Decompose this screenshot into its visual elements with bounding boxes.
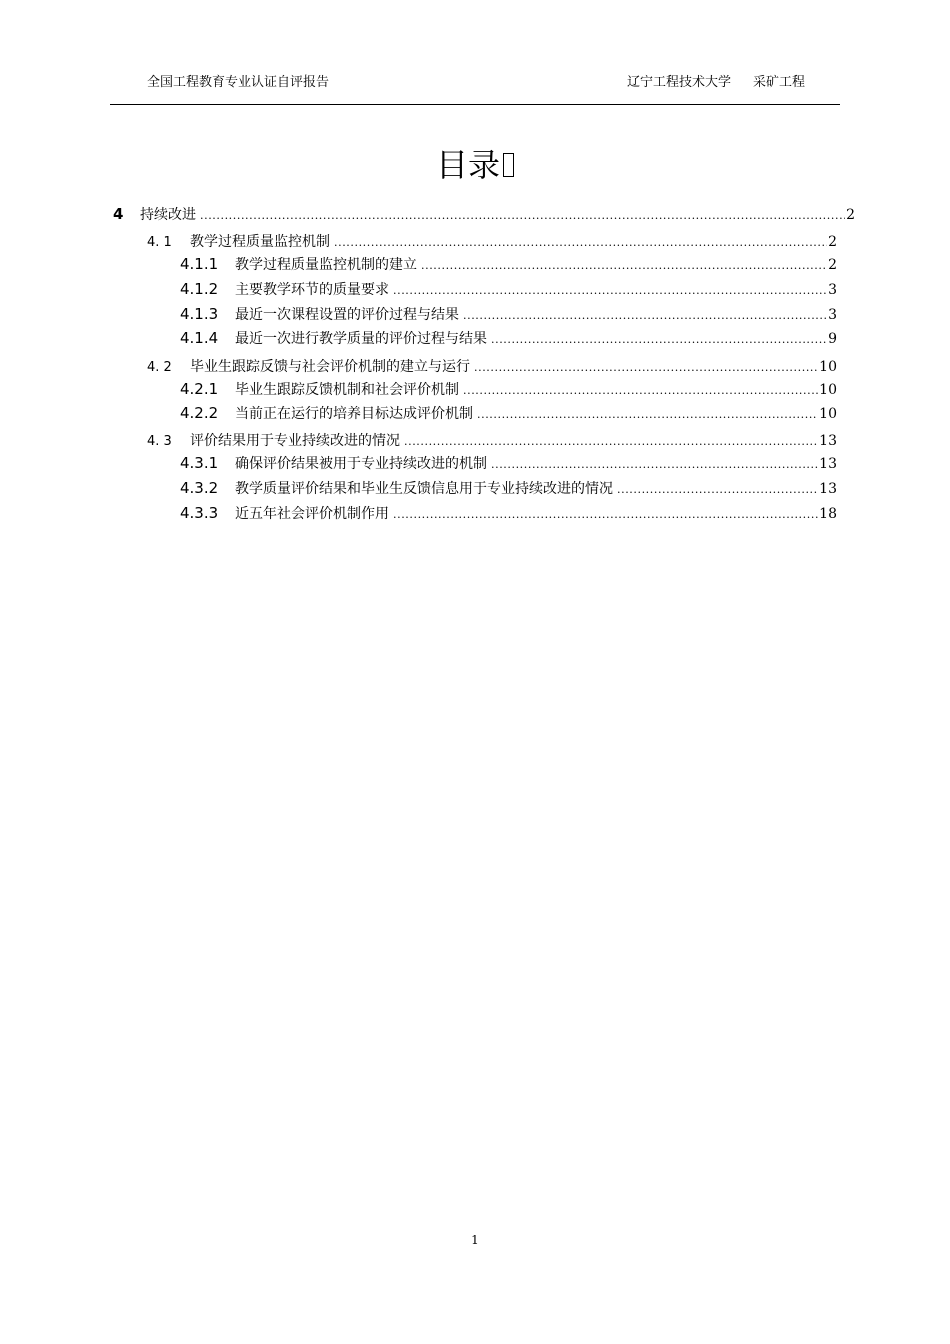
toc-entry-page: 13 xyxy=(819,456,837,472)
toc-title xyxy=(0,140,950,186)
toc-entry[interactable] xyxy=(180,379,837,401)
toc-entry-title: 近五年社会评价机制作用 xyxy=(235,506,389,522)
toc-entry[interactable] xyxy=(180,478,837,500)
toc-entry-number: 4.1.1 xyxy=(180,255,219,273)
toc-entry-number: 4. 3 xyxy=(147,434,172,449)
toc-leader-dots xyxy=(491,333,827,346)
missing-glyph-box xyxy=(503,153,514,177)
toc-leader-dots xyxy=(617,483,818,496)
toc-leader-dots xyxy=(474,361,818,374)
header-org xyxy=(627,71,805,90)
toc-entry[interactable] xyxy=(180,304,837,326)
toc-leader-dots xyxy=(393,508,818,521)
toc-entry[interactable] xyxy=(147,231,837,253)
toc-entry-number: 4.1.4 xyxy=(180,329,219,347)
toc-entry-number: 4.3.2 xyxy=(180,479,219,497)
toc-leader-dots xyxy=(477,408,818,421)
toc-entry-title: 毕业生跟踪反馈机制和社会评价机制 xyxy=(235,382,459,398)
toc-leader-dots xyxy=(404,435,818,448)
toc-entry-page: 10 xyxy=(819,359,837,375)
toc-leader-dots xyxy=(200,209,845,222)
toc-entry-title: 毕业生跟踪反馈与社会评价机制的建立与运行 xyxy=(190,359,470,375)
toc-entry-title: 持续改进 xyxy=(140,207,196,223)
toc-entry[interactable] xyxy=(180,453,837,475)
toc-entry-number: 4.3.3 xyxy=(180,504,219,522)
toc-entry-title: 主要教学环节的质量要求 xyxy=(235,282,389,298)
toc-entry-page: 9 xyxy=(828,331,837,347)
toc-entry-page: 2 xyxy=(828,257,837,273)
toc-entry-number: 4.1.2 xyxy=(180,280,219,298)
toc-entry-page: 13 xyxy=(819,481,837,497)
toc-entry-page: 10 xyxy=(819,382,837,398)
toc-entry-title: 当前正在运行的培养目标达成评价机制 xyxy=(235,406,473,422)
toc-entry-page: 3 xyxy=(828,307,837,323)
toc-entry-title: 确保评价结果被用于专业持续改进的机制 xyxy=(235,456,487,472)
university-name: 辽宁工程技术大学 xyxy=(626,75,731,90)
toc-entry[interactable] xyxy=(180,503,837,525)
toc-entry[interactable] xyxy=(180,328,837,350)
toc-leader-dots xyxy=(421,259,827,272)
toc-leader-dots xyxy=(463,384,818,397)
toc-entry-number: 4 xyxy=(113,205,124,223)
report-title: 全国工程教育专业认证自评报告 xyxy=(147,75,330,90)
toc-entry[interactable] xyxy=(147,356,837,378)
toc-leader-dots xyxy=(334,236,827,249)
toc-title-text: 目录 xyxy=(435,146,500,184)
toc-entry-title: 最近一次进行教学质量的评价过程与结果 xyxy=(235,331,487,347)
toc-entry-page: 10 xyxy=(819,406,837,422)
page-number: 1 xyxy=(471,1233,479,1247)
toc-entry[interactable] xyxy=(180,279,837,301)
toc-entry-title: 评价结果用于专业持续改进的情况 xyxy=(190,433,400,449)
toc-entry[interactable] xyxy=(180,403,837,425)
toc-entry-title: 教学质量评价结果和毕业生反馈信息用于专业持续改进的情况 xyxy=(235,481,613,497)
toc-entry-page: 18 xyxy=(819,506,837,522)
toc-entry-page: 3 xyxy=(828,282,837,298)
toc-entry-number: 4.2.1 xyxy=(180,380,219,398)
toc-leader-dots xyxy=(463,309,827,322)
toc-entry-number: 4. 1 xyxy=(147,235,172,250)
toc-entry-title: 教学过程质量监控机制的建立 xyxy=(235,257,417,273)
header-divider xyxy=(110,104,840,105)
toc-entry-page: 2 xyxy=(828,234,837,250)
major-name: 采矿工程 xyxy=(752,75,805,90)
toc-entry-number: 4. 2 xyxy=(147,360,172,375)
toc-entry[interactable] xyxy=(180,254,837,276)
toc-entry-title: 教学过程质量监控机制 xyxy=(190,234,330,250)
toc-entry[interactable] xyxy=(147,430,837,452)
toc-leader-dots xyxy=(393,284,827,297)
toc-entry-title: 最近一次课程设置的评价过程与结果 xyxy=(235,307,459,323)
toc-entry[interactable] xyxy=(113,204,855,226)
toc-entry-number: 4.3.1 xyxy=(180,454,219,472)
toc-entry-page: 2 xyxy=(846,207,855,223)
toc-entry-number: 4.1.3 xyxy=(180,305,219,323)
toc-entry-page: 13 xyxy=(819,433,837,449)
toc-entry-number: 4.2.2 xyxy=(180,404,219,422)
toc-leader-dots xyxy=(491,458,818,471)
